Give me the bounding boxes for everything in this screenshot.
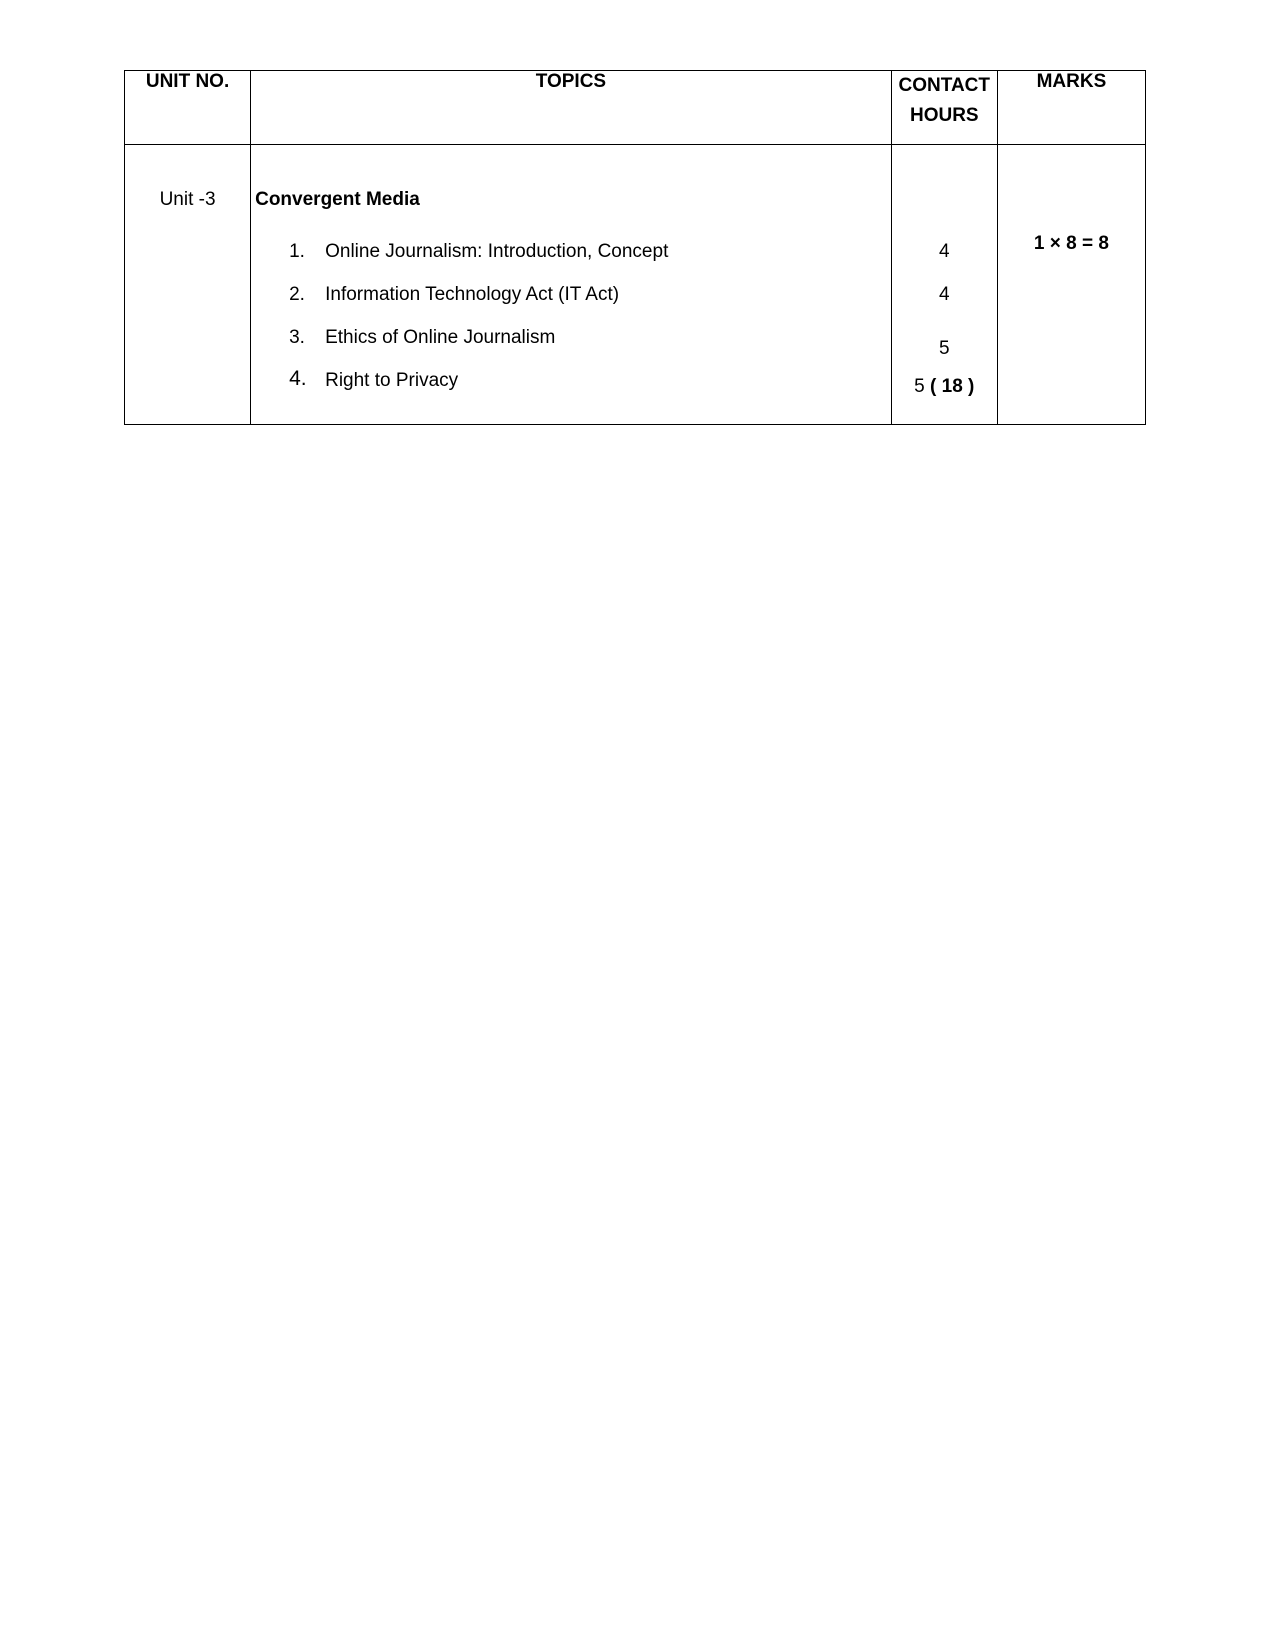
list-item [251,241,891,284]
topic-number: 2. [289,284,305,305]
hours-total-line [892,376,997,398]
unit-label: Unit -3 [159,189,216,210]
list-item [251,284,891,327]
hours-value: 5 [938,338,950,359]
topic-text: Ethics of Online Journalism [325,327,556,348]
hours-value: 4 [938,284,950,305]
header-topics: TOPICS [251,71,892,145]
hours-cell [891,145,997,425]
topic-number: 4. [289,367,307,390]
hours-value: 4 [938,241,950,262]
hours-total: ( 18 ) [930,376,975,397]
section-title: Convergent Media [255,189,420,210]
topic-text: Information Technology Act (IT Act) [325,284,620,305]
marks-cell [997,145,1145,425]
list-item [251,327,891,370]
marks-value: 1 × 8 = 8 [1033,233,1109,254]
hours-value: 5 [914,376,925,397]
topic-text: Right to Privacy [325,370,459,391]
topic-number: 3. [289,327,305,348]
header-marks: MARKS [997,71,1145,145]
header-contact-line: CONTACT [898,75,991,96]
list-item [251,367,891,413]
header-contact-hours [891,71,997,145]
topic-number: 1. [289,241,305,262]
table-row [125,145,1146,425]
syllabus-table [124,70,1146,425]
topics-cell [251,145,892,425]
unit-cell [125,145,251,425]
header-unit-no: UNIT NO. [125,71,251,145]
topic-text: Online Journalism: Introduction, Concept [325,241,669,262]
header-row [125,71,1146,145]
header-hours-line: HOURS [909,105,979,126]
topic-list [251,241,891,413]
